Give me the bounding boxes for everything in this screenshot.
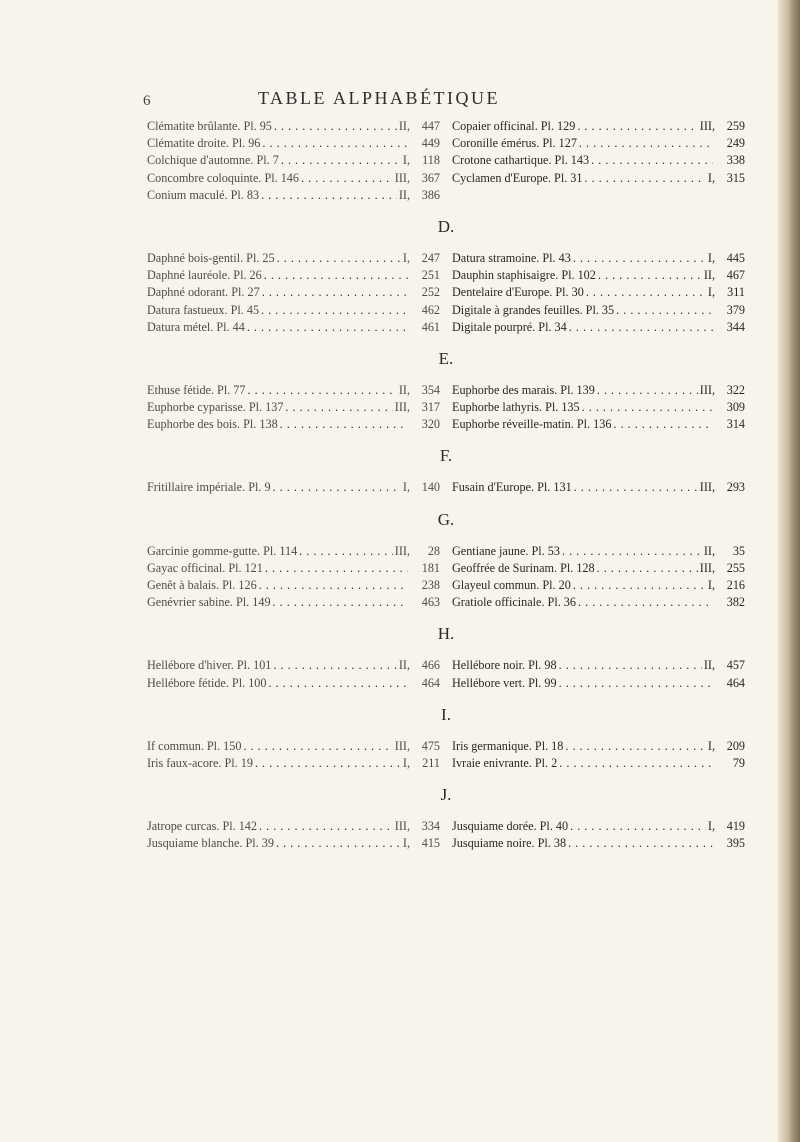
dot-leader <box>568 835 713 852</box>
dot-leader <box>262 284 408 301</box>
dot-leader <box>285 399 392 416</box>
section-letter-heading: H. <box>437 624 455 644</box>
index-entry <box>452 382 745 399</box>
index-entry <box>452 543 745 560</box>
dot-leader <box>255 755 401 772</box>
entry-name: Daphné bois-gentil. Pl. 25 <box>147 250 275 265</box>
entry-name: Genévrier sabine. Pl. 149 <box>147 595 271 610</box>
entry-name: Datura métel. Pl. 44 <box>147 319 245 334</box>
dot-leader <box>582 399 713 416</box>
entry-page: 249 <box>726 136 745 151</box>
dot-leader <box>584 170 705 187</box>
dot-leader <box>273 479 401 496</box>
entry-name: Jatrope curcas. Pl. 142 <box>147 819 257 834</box>
index-columns <box>147 479 745 496</box>
entry-name: Ivraie enivrante. Pl. 2 <box>452 755 558 770</box>
index-entry <box>147 319 440 336</box>
entry-page: 309 <box>726 400 745 415</box>
index-entry <box>452 818 745 835</box>
entry-name: Hellébore fétide. Pl. 100 <box>147 675 267 690</box>
entry-page: 247 <box>421 250 440 265</box>
entry-name: Geoffrée de Surinam. Pl. 128 <box>452 560 595 575</box>
section-letter-heading: I. <box>441 704 451 724</box>
dot-leader <box>265 560 408 577</box>
dot-leader <box>562 543 702 560</box>
dot-leader <box>570 818 706 835</box>
entry-name: Cyclamen d'Europe. Pl. 31 <box>452 170 583 185</box>
entry-page: 449 <box>421 136 440 151</box>
dot-leader <box>559 675 713 692</box>
dot-leader <box>264 267 408 284</box>
entry-volume: I, <box>402 250 410 265</box>
index-entry <box>452 135 745 152</box>
entry-page: 463 <box>421 595 440 610</box>
dot-leader <box>262 135 408 152</box>
index-section <box>147 623 745 691</box>
section-letter-heading: G. <box>437 509 455 529</box>
dot-leader <box>281 152 401 169</box>
index-entry <box>452 657 745 674</box>
entry-page: 293 <box>726 480 745 495</box>
entry-name: Garcinie gomme-gutte. Pl. 114 <box>147 543 298 558</box>
entry-name: Gentiane jaune. Pl. 53 <box>452 543 560 558</box>
dot-leader <box>597 560 698 577</box>
dot-leader <box>301 170 393 187</box>
dot-leader <box>259 577 408 594</box>
index-entry <box>452 835 745 852</box>
index-entry <box>147 657 440 674</box>
entry-page: 386 <box>421 187 440 202</box>
index-entry <box>452 577 745 594</box>
index-column-right <box>452 543 745 612</box>
entry-volume: III, <box>394 819 410 834</box>
dot-leader <box>273 594 408 611</box>
entry-volume: II, <box>703 543 715 558</box>
index-columns <box>147 657 745 691</box>
index-entry <box>147 302 440 319</box>
entry-volume: III, <box>394 170 410 185</box>
entry-page: 338 <box>726 153 745 168</box>
dot-leader <box>559 657 702 674</box>
section-letter-heading: F. <box>439 446 453 466</box>
index-column-right <box>452 738 745 772</box>
entry-name: Coronille émérus. Pl. 127 <box>452 136 577 151</box>
index-entry <box>147 399 440 416</box>
index-column-right <box>452 382 745 434</box>
entry-page: 251 <box>421 268 440 283</box>
entry-name: Jusquiame noire. Pl. 38 <box>452 836 567 851</box>
index-column-left <box>147 118 440 204</box>
dot-leader <box>577 118 697 135</box>
entry-name: Crotone cathartique. Pl. 143 <box>452 153 590 168</box>
entry-name: Gayac officinal. Pl. 121 <box>147 560 263 575</box>
entry-name: Euphorbe des marais. Pl. 139 <box>452 382 595 397</box>
entry-name: Genêt à balais. Pl. 126 <box>147 578 257 592</box>
index-column-right <box>452 657 745 691</box>
dot-leader <box>569 319 713 336</box>
index-entry <box>147 594 440 611</box>
dot-leader <box>261 302 408 319</box>
index-entry <box>147 284 440 301</box>
entry-name: Glayeul commun. Pl. 20 <box>452 578 571 592</box>
entry-name: Euphorbe lathyris. Pl. 135 <box>452 400 580 415</box>
dot-leader <box>268 675 408 692</box>
dot-leader <box>591 152 713 169</box>
entry-volume: I, <box>402 755 410 770</box>
entry-page: 379 <box>726 302 745 317</box>
entry-name: Dentelaire d'Europe. Pl. 30 <box>452 285 584 300</box>
entry-page: 445 <box>726 250 745 265</box>
entry-name: Hellébore noir. Pl. 98 <box>452 658 557 673</box>
index-entry <box>452 267 745 284</box>
entry-name: Dauphin staphisaigre. Pl. 102 <box>452 268 596 283</box>
index-columns <box>147 118 745 204</box>
entry-volume: III, <box>394 400 410 415</box>
entry-page: 181 <box>421 560 440 575</box>
index-section <box>147 704 745 772</box>
entry-name: Clématite droite. Pl. 96 <box>147 136 261 151</box>
entry-page: 475 <box>421 738 440 753</box>
entry-name: Jusquiame dorée. Pl. 40 <box>452 819 569 834</box>
entry-name: If commun. Pl. 150 <box>147 738 242 753</box>
entry-page: 216 <box>726 578 745 592</box>
entry-name: Daphné odorant. Pl. 27 <box>147 285 260 300</box>
index-entry <box>452 302 745 319</box>
entry-volume: I, <box>707 738 715 753</box>
entry-page: 238 <box>421 578 440 592</box>
section-letter-heading: D. <box>437 216 455 236</box>
index-entry <box>452 399 745 416</box>
index-entry <box>147 152 440 169</box>
entry-volume: II, <box>398 187 410 202</box>
entry-name: Conium maculé. Pl. 83 <box>147 187 260 202</box>
entry-volume: III, <box>394 543 410 558</box>
index-entry <box>147 118 440 135</box>
index-column-right <box>452 479 745 496</box>
entry-page: 311 <box>727 285 745 300</box>
entry-name: Euphorbe réveille-matin. Pl. 136 <box>452 417 612 432</box>
entry-name: Fritillaire impériale. Pl. 9 <box>147 480 271 495</box>
index-entry <box>452 560 745 577</box>
index-entry <box>452 170 745 187</box>
index-column-left <box>147 479 440 496</box>
entry-volume: I, <box>707 819 715 834</box>
entry-name: Iris faux-acore. Pl. 19 <box>147 755 253 770</box>
dot-leader <box>274 118 397 135</box>
dot-leader <box>574 479 698 496</box>
entry-name: Hellébore vert. Pl. 99 <box>452 675 557 690</box>
dot-leader <box>277 250 401 267</box>
entry-name: Hellébore d'hiver. Pl. 101 <box>147 658 272 673</box>
section-letter-heading: E. <box>438 348 454 368</box>
dot-leader <box>259 818 393 835</box>
index-columns <box>147 818 745 852</box>
page-number: 6 <box>143 93 151 109</box>
entry-page: 314 <box>726 417 745 432</box>
index-entry <box>147 835 440 852</box>
entry-name: Euphorbe des bois. Pl. 138 <box>147 417 278 432</box>
dot-leader <box>598 267 702 284</box>
entry-volume: II, <box>398 119 410 133</box>
entry-name: Daphné lauréole. Pl. 26 <box>147 268 262 283</box>
dot-leader <box>613 416 713 433</box>
index-entry <box>452 319 745 336</box>
entry-page: 447 <box>421 119 440 133</box>
index-column-left <box>147 738 440 772</box>
entry-name: Iris germanique. Pl. 18 <box>452 738 564 753</box>
index-entry <box>452 738 745 755</box>
entry-name: Clématite brûlante. Pl. 95 <box>147 119 272 133</box>
index-entry <box>452 250 745 267</box>
entry-page: 466 <box>421 658 440 673</box>
dot-leader <box>243 738 392 755</box>
index-entry <box>147 738 440 755</box>
dot-leader <box>276 835 401 852</box>
entry-page: 211 <box>422 755 440 770</box>
entry-name: Digitale pourpré. Pl. 34 <box>452 319 567 334</box>
entry-page: 467 <box>726 268 745 283</box>
index-entry <box>147 170 440 187</box>
index-entry <box>147 818 440 835</box>
entry-page: 395 <box>726 836 745 851</box>
index-entry <box>452 479 745 496</box>
index-column-right <box>452 118 745 204</box>
index-entry <box>452 675 745 692</box>
index-columns <box>147 543 745 612</box>
entry-volume: III, <box>394 738 410 753</box>
entry-page: 461 <box>421 319 440 334</box>
entry-page: 457 <box>726 658 745 673</box>
entry-page: 35 <box>732 543 745 558</box>
entry-page: 317 <box>421 400 440 415</box>
entry-page: 367 <box>421 170 440 185</box>
index-entry <box>452 416 745 433</box>
dot-leader <box>247 319 408 336</box>
entry-page: 315 <box>726 170 745 185</box>
entry-page: 464 <box>726 675 745 690</box>
index-entry <box>452 594 745 611</box>
dot-leader <box>586 284 706 301</box>
entry-page: 382 <box>726 595 745 610</box>
index-section <box>147 348 745 434</box>
index-column-left <box>147 543 440 612</box>
index-entry <box>452 755 745 772</box>
index-section <box>147 509 745 612</box>
entry-page: 255 <box>726 560 745 575</box>
index-column-left <box>147 250 440 336</box>
index-entry <box>147 416 440 433</box>
entry-page: 259 <box>726 119 745 133</box>
entry-volume: I, <box>402 836 410 851</box>
entry-name: Fusain d'Europe. Pl. 131 <box>452 480 572 495</box>
index-entry <box>147 382 440 399</box>
index-columns <box>147 250 745 336</box>
index-entry <box>147 135 440 152</box>
entry-name: Datura fastueux. Pl. 45 <box>147 302 260 317</box>
entry-name: Jusquiame blanche. Pl. 39 <box>147 836 274 851</box>
entry-page: 322 <box>726 382 745 397</box>
entry-name: Digitale à grandes feuilles. Pl. 35 <box>452 302 615 317</box>
entry-volume: III, <box>699 560 715 575</box>
dot-leader <box>261 187 397 204</box>
entry-page: 354 <box>421 382 440 397</box>
entry-volume: I, <box>707 578 715 592</box>
index-entry <box>452 152 745 169</box>
entry-page: 252 <box>421 285 440 300</box>
dot-leader <box>573 250 706 267</box>
entry-page: 140 <box>421 480 440 495</box>
entry-page: 462 <box>421 302 440 317</box>
dot-leader <box>565 738 706 755</box>
entry-page: 419 <box>726 819 745 834</box>
entry-name: Copaier officinal. Pl. 129 <box>452 119 576 133</box>
dot-leader <box>248 382 397 399</box>
dot-leader <box>578 594 713 611</box>
entry-volume: II, <box>398 382 410 397</box>
index-content <box>147 118 745 853</box>
entry-volume: I, <box>402 153 410 168</box>
dot-leader <box>579 135 713 152</box>
index-entry <box>147 187 440 204</box>
entry-name: Concombre coloquinte. Pl. 146 <box>147 170 299 185</box>
entry-page: 344 <box>726 319 745 334</box>
index-section <box>147 118 745 204</box>
dot-leader <box>299 543 393 560</box>
entry-volume: I, <box>707 285 715 300</box>
entry-name: Datura stramoine. Pl. 43 <box>452 250 571 265</box>
index-section <box>147 216 745 336</box>
index-entry <box>147 543 440 560</box>
entry-page: 320 <box>421 417 440 432</box>
page-title: TABLE ALPHABÉTIQUE <box>258 88 501 108</box>
section-letter-heading: J. <box>440 785 452 805</box>
entry-name: Gratiole officinale. Pl. 36 <box>452 595 576 610</box>
entry-page: 415 <box>421 836 440 851</box>
index-column-left <box>147 818 440 852</box>
dot-leader <box>280 416 408 433</box>
entry-name: Ethuse fétide. Pl. 77 <box>147 382 246 397</box>
entry-name: Colchique d'automne. Pl. 7 <box>147 153 279 168</box>
index-entry <box>147 675 440 692</box>
index-entry <box>452 284 745 301</box>
entry-page: 209 <box>726 738 745 753</box>
entry-name: Euphorbe cyparisse. Pl. 137 <box>147 400 284 415</box>
index-columns <box>147 738 745 772</box>
dot-leader <box>597 382 698 399</box>
index-column-right <box>452 250 745 336</box>
entry-volume: II, <box>398 658 410 673</box>
entry-volume: III, <box>699 382 715 397</box>
entry-volume: I, <box>707 250 715 265</box>
entry-page: 79 <box>732 755 745 770</box>
entry-page: 464 <box>421 675 440 690</box>
index-entry <box>452 118 745 135</box>
entry-page: 334 <box>421 819 440 834</box>
entry-volume: I, <box>707 170 715 185</box>
entry-volume: III, <box>699 480 715 495</box>
entry-volume: II, <box>703 268 715 283</box>
index-column-left <box>147 382 440 434</box>
index-column-right <box>452 818 745 852</box>
entry-page: 28 <box>427 543 440 558</box>
dot-leader <box>573 577 706 594</box>
index-section <box>147 784 745 852</box>
entry-volume: I, <box>402 480 410 495</box>
index-columns <box>147 382 745 434</box>
dot-leader <box>559 755 713 772</box>
dot-leader <box>273 657 396 674</box>
index-entry <box>147 560 440 577</box>
page-edge-shadow <box>778 0 800 1142</box>
entry-page: 118 <box>422 153 440 168</box>
index-entry <box>147 267 440 284</box>
index-column-left <box>147 657 440 691</box>
index-entry <box>147 479 440 496</box>
index-entry <box>147 755 440 772</box>
index-section <box>147 445 745 496</box>
entry-volume: II, <box>703 658 715 673</box>
dot-leader <box>616 302 713 319</box>
index-entry <box>147 577 440 594</box>
index-entry <box>147 250 440 267</box>
entry-volume: III, <box>699 119 715 133</box>
